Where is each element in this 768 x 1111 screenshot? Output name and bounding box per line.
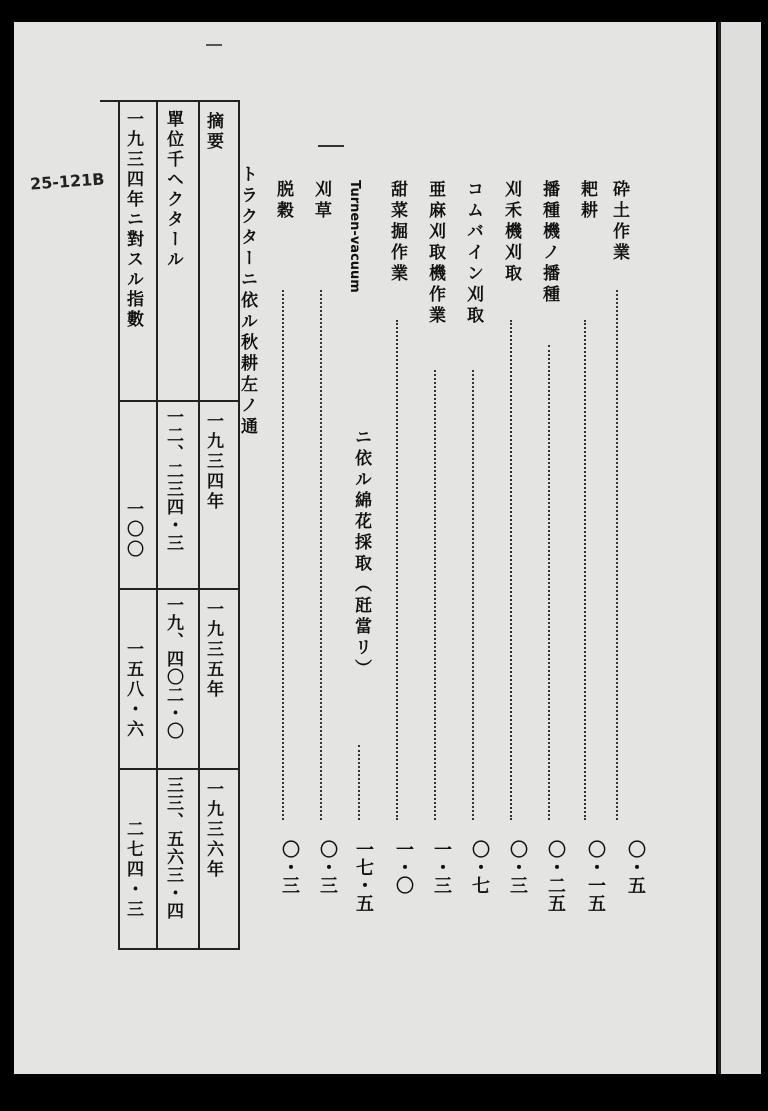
entry-label: 砕土作業 bbox=[609, 180, 629, 264]
leader-dots bbox=[320, 290, 322, 820]
entry-value: 一・〇 bbox=[393, 840, 414, 894]
leader-dots bbox=[358, 745, 360, 820]
leader-dots bbox=[434, 370, 436, 820]
section-heading: トラクターニ依ル秋耕左ノ通 bbox=[237, 165, 257, 438]
entry-label: コムバイン刈取 bbox=[463, 180, 483, 327]
table-border bbox=[118, 588, 240, 590]
leader-dots bbox=[472, 370, 474, 820]
entry-label: 刈草 bbox=[311, 180, 331, 222]
entry-value: 〇・二五 bbox=[545, 840, 566, 912]
table-border bbox=[198, 100, 200, 950]
entry-label: 甜菜掘作業 bbox=[387, 180, 407, 285]
table-cell: 一二、二三四・三 bbox=[163, 408, 183, 552]
entry-value: 〇・三 bbox=[279, 840, 300, 894]
entry-value: 〇・七 bbox=[469, 840, 490, 894]
entry-value: 〇・三 bbox=[507, 840, 528, 894]
table-year-header: 一九三五年 bbox=[203, 600, 223, 700]
table-border bbox=[156, 100, 158, 950]
table-cell: 一五八・六 bbox=[123, 640, 143, 740]
table-border bbox=[118, 400, 240, 402]
leader-dots bbox=[396, 320, 398, 820]
table-cell: 二七四・三 bbox=[123, 820, 143, 920]
separator-dash bbox=[318, 145, 344, 147]
table-cell: 一九、四〇二・〇 bbox=[163, 596, 183, 740]
statistics-table bbox=[118, 100, 240, 950]
table-border bbox=[118, 768, 240, 770]
leader-dots bbox=[282, 290, 284, 820]
entry-label: 刈禾機刈取 bbox=[501, 180, 521, 285]
leader-dots bbox=[584, 320, 586, 820]
entry-value: 〇・三 bbox=[317, 840, 338, 894]
entry-label-latin: Turnen-vacuum bbox=[347, 180, 362, 293]
leader-dots bbox=[548, 345, 550, 820]
archive-stamp: 25-121B bbox=[29, 169, 106, 194]
entry-label: 耙耕 bbox=[577, 180, 597, 222]
entry-label: 脱穀 bbox=[273, 180, 293, 222]
table-row-label: 單位千ヘクタール bbox=[163, 110, 183, 270]
entry-label: 播種機ノ播種 bbox=[539, 180, 559, 306]
table-border bbox=[100, 100, 240, 102]
table-border bbox=[238, 100, 240, 950]
entry-value: 一・三 bbox=[431, 840, 452, 894]
table-border bbox=[118, 948, 240, 950]
table-border bbox=[118, 100, 120, 950]
leader-dots bbox=[510, 320, 512, 820]
table-row-label: 一九三四年ニ對スル指數 bbox=[123, 110, 143, 330]
table-year-header: 一九三六年 bbox=[203, 780, 223, 880]
leader-dots bbox=[616, 290, 618, 820]
table-header-label: 摘要 bbox=[203, 112, 223, 152]
entry-value: 〇・五 bbox=[625, 840, 646, 894]
top-mark bbox=[206, 44, 222, 46]
table-cell: 一〇〇 bbox=[123, 500, 143, 560]
table-cell: 三三、五六三・四 bbox=[163, 776, 183, 920]
entry-value: 〇・一五 bbox=[585, 840, 606, 912]
page-edge-strip bbox=[718, 22, 761, 1074]
entry-label-suffix: ニ依ル綿花採取（瓩當リ） bbox=[351, 428, 371, 680]
entry-label: 亜麻刈取機作業 bbox=[425, 180, 445, 327]
entry-value: 一七・五 bbox=[353, 840, 374, 912]
table-year-header: 一九三四年 bbox=[203, 412, 223, 512]
